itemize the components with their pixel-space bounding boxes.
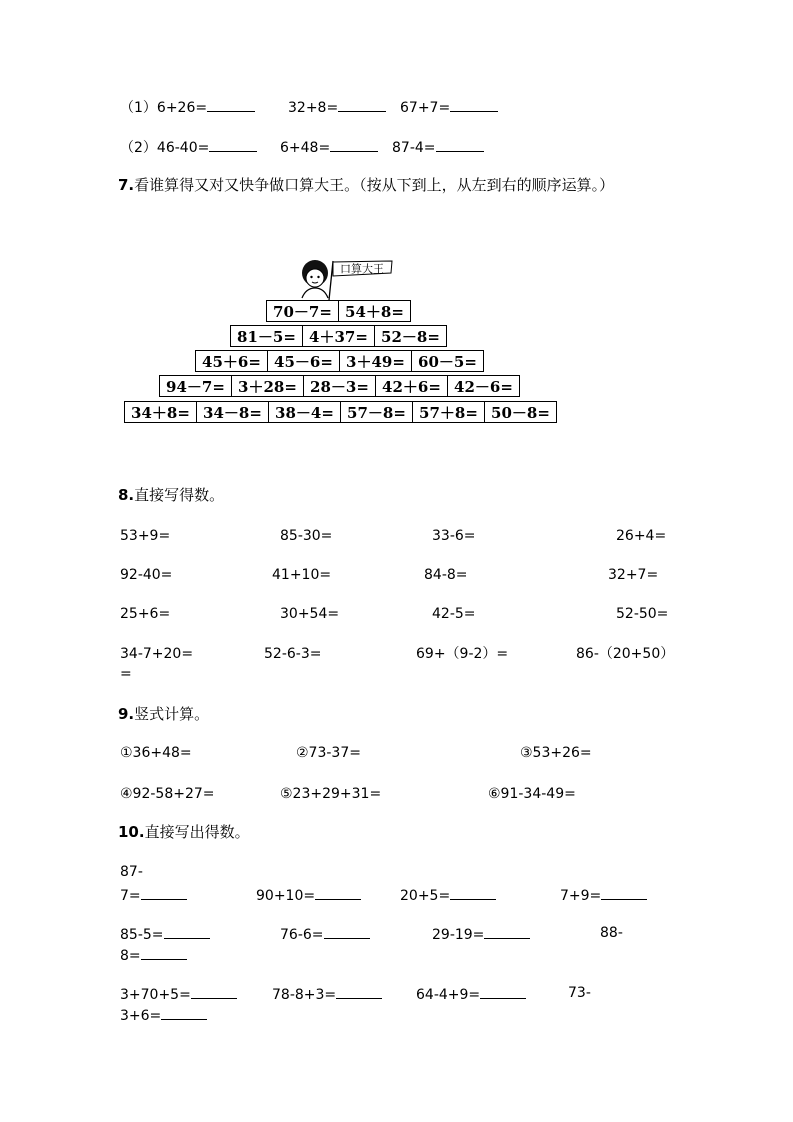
q8-item: 92-40=: [120, 567, 173, 583]
pyramid-cell: 57－8=: [340, 401, 413, 423]
answer-blank[interactable]: [141, 886, 187, 900]
pyramid-cell: 28－3=: [303, 375, 376, 397]
q9-heading: [118, 706, 209, 722]
q10-item: [272, 985, 382, 1003]
q8-item: 85-30=: [280, 528, 333, 544]
pyramid-cell: 70－7=: [266, 300, 339, 322]
answer-blank[interactable]: [324, 925, 370, 939]
q9-item: ⑤23+29+31=: [280, 786, 382, 802]
q10-item-text: 85-5=: [120, 927, 164, 943]
pyramid-cell: 57＋8=: [412, 401, 485, 423]
q10-item: 87-: [120, 864, 143, 880]
answer-blank[interactable]: [338, 98, 386, 112]
q7-heading: [118, 177, 614, 193]
q9-item: ③53+26=: [520, 745, 592, 761]
q8-item: 86-（20+50）: [576, 646, 675, 662]
q8-number: 8.: [118, 486, 135, 504]
q6-row2-item3-wrap: [392, 138, 484, 156]
q6-row1-item3-wrap: [400, 98, 498, 116]
q10-heading: [118, 824, 250, 840]
q6-row2-item2-wrap: [280, 138, 378, 156]
pyramid-cell: 42＋6=: [375, 375, 448, 397]
q6-row1-item2: 32+8=: [288, 100, 339, 116]
q9-number: 9.: [118, 705, 135, 723]
q6-row2-label: （2）: [120, 140, 157, 156]
q8-heading: [118, 487, 224, 503]
answer-blank[interactable]: [161, 1006, 207, 1020]
flag-label: 口算大王: [340, 262, 384, 276]
q7-number: 7.: [118, 176, 135, 194]
q8-item: 30+54=: [280, 606, 340, 622]
pyramid-cell: 50－8=: [484, 401, 557, 423]
girl-with-flag-icon: [296, 258, 401, 302]
pyramid-cell: 34＋8=: [124, 401, 197, 423]
q10-instruction: 直接写出得数。: [144, 823, 250, 841]
answer-blank[interactable]: [207, 98, 255, 112]
q8-instruction: 直接写得数。: [134, 486, 225, 504]
pyramid-cell: 3＋28=: [231, 375, 304, 397]
q9-instruction: 竖式计算。: [134, 705, 210, 723]
pyramid-cell: 34－8=: [196, 401, 269, 423]
q10-item: [120, 886, 187, 904]
q10-item: [120, 985, 237, 1003]
q10-item: 88-: [600, 925, 623, 941]
pyramid-cell: 4＋37=: [302, 325, 375, 347]
q9-item: ①36+48=: [120, 745, 192, 761]
q8-item: 26+4=: [616, 528, 667, 544]
q8-item: 42-5=: [432, 606, 476, 622]
q6-row2-item1: 46-40=: [156, 140, 210, 156]
q10-item-text: 3+70+5=: [120, 987, 191, 1003]
answer-blank[interactable]: [315, 886, 361, 900]
answer-blank[interactable]: [480, 985, 526, 999]
q6-row1-item1: 6+26=: [156, 100, 208, 116]
pyramid-cell: 94－7=: [159, 375, 232, 397]
pyramid-cell: 54＋8=: [338, 300, 411, 322]
q10-item: [256, 886, 361, 904]
q8-item: 53+9=: [120, 528, 171, 544]
q10-item-text: 20+5=: [400, 888, 451, 904]
answer-blank[interactable]: [141, 946, 187, 960]
q8-item: 69+（9-2）=: [416, 646, 509, 662]
q10-item: [416, 985, 526, 1003]
q6-row2-item2: 6+48=: [280, 140, 331, 156]
q10-item-text: 78-8+3=: [272, 987, 337, 1003]
q6-row1-label: （1）: [120, 100, 157, 116]
q10-item-text: 90+10=: [256, 888, 316, 904]
answer-blank[interactable]: [450, 98, 498, 112]
pyramid-cell: 38－4=: [268, 401, 341, 423]
answer-blank[interactable]: [164, 925, 210, 939]
q9-item: ⑥91-34-49=: [488, 786, 576, 802]
q10-item: [120, 1006, 207, 1024]
q8-wrap-equals: =: [120, 666, 132, 682]
answer-blank[interactable]: [450, 886, 496, 900]
q6-row1-item3: 67+7=: [400, 100, 451, 116]
q7-instruction: 看谁算得又对又快争做口算大王。（按从下到上，从左到右的顺序运算。）: [134, 176, 615, 194]
q10-item-text: 3+6=: [120, 1008, 162, 1024]
q10-item: [432, 925, 530, 943]
q10-item-text: 64-4+9=: [416, 987, 481, 1003]
q8-item: 25+6=: [120, 606, 171, 622]
q8-item: 52-50=: [616, 606, 669, 622]
answer-blank[interactable]: [601, 886, 647, 900]
q10-item: 73-: [568, 985, 591, 1001]
pyramid-cell: 45＋6=: [195, 350, 268, 372]
q10-number: 10.: [118, 823, 145, 841]
q8-item: 33-6=: [432, 528, 476, 544]
q9-item: ④92-58+27=: [120, 786, 215, 802]
q8-item: 41+10=: [272, 567, 332, 583]
q8-item: 34-7+20=: [120, 646, 194, 662]
q8-item: 32+7=: [608, 567, 659, 583]
q10-item: [400, 886, 496, 904]
q9-item: ②73-37=: [296, 745, 361, 761]
q6-row1: [120, 98, 255, 116]
answer-blank[interactable]: [209, 138, 257, 152]
q8-item: 84-8=: [424, 567, 468, 583]
q10-item-text: 7=: [120, 888, 141, 904]
answer-blank[interactable]: [336, 985, 382, 999]
q6-row2: [120, 138, 257, 156]
q6-row1-item2-wrap: [288, 98, 386, 116]
pyramid-cell: 3＋49=: [339, 350, 412, 372]
q10-item: [560, 886, 647, 904]
q10-item-text: 29-19=: [432, 927, 485, 943]
q10-item: [120, 946, 187, 964]
pyramid-cell: 81－5=: [230, 325, 303, 347]
q10-item: [120, 925, 210, 943]
q8-item: 52-6-3=: [264, 646, 322, 662]
q6-row2-item3: 87-4=: [392, 140, 436, 156]
answer-blank[interactable]: [191, 985, 237, 999]
pyramid-cell: 52－8=: [374, 325, 447, 347]
answer-blank[interactable]: [330, 138, 378, 152]
pyramid-cell: 42－6=: [447, 375, 520, 397]
q10-item-text: 76-6=: [280, 927, 324, 943]
answer-blank[interactable]: [484, 925, 530, 939]
q10-item-text: 8=: [120, 948, 141, 964]
pyramid-cell: 60－5=: [411, 350, 484, 372]
answer-blank[interactable]: [436, 138, 484, 152]
q10-item-text: 7+9=: [560, 888, 602, 904]
pyramid-cell: 45－6=: [267, 350, 340, 372]
q10-item: [280, 925, 370, 943]
